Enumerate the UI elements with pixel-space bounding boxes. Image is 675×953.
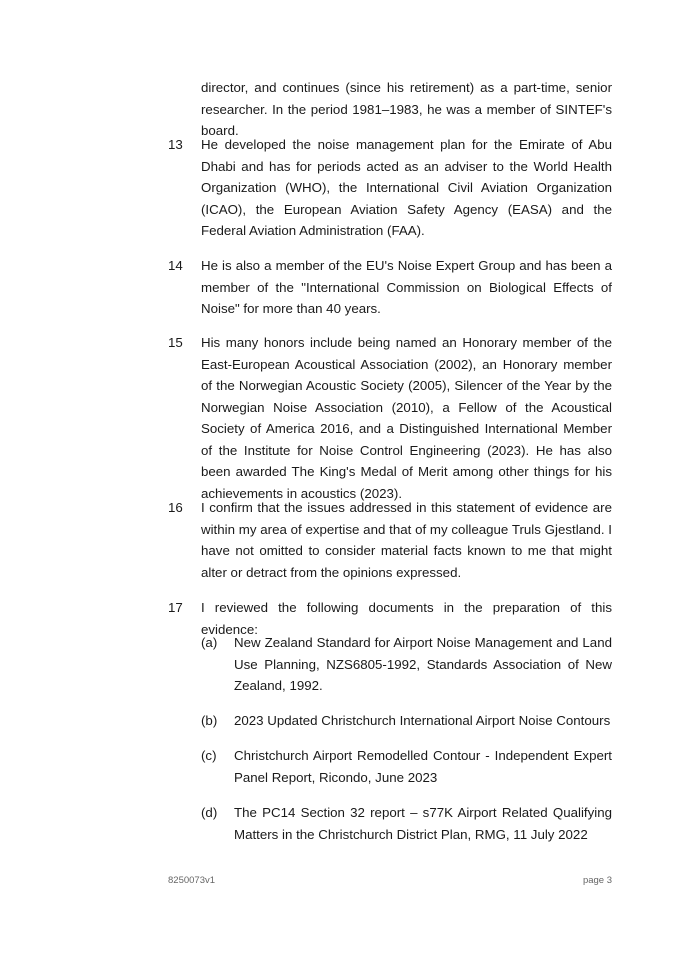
list-item-label: (b) <box>201 713 218 728</box>
paragraph-text: I reviewed the following documents in the preparation of this evidence: <box>201 600 612 637</box>
list-item-b <box>201 710 612 732</box>
list-item-text: 2023 Updated Christchurch International Airport Noise Contours <box>234 713 611 728</box>
list-item-text: The PC14 Section 32 report – s77K Airport Related Qualifying Matters in the Christchurch District Plan, RMG, 11 July 2022 <box>234 805 612 842</box>
footer-page-number: page 3 <box>582 875 612 886</box>
list-item-a <box>201 632 612 697</box>
list-item-c <box>201 745 612 788</box>
footer-doc-id: 8250073v1 <box>168 875 216 886</box>
paragraph-14 <box>168 255 612 320</box>
list-item-text: New Zealand Standard for Airport Noise Management and Land Use Planning, NZS6805-1992, Standards Association of New Zealand, 1992. <box>234 635 612 693</box>
paragraph-number: 17 <box>168 600 183 615</box>
paragraph-13 <box>168 134 612 242</box>
paragraph-number: 13 <box>168 137 183 152</box>
list-item-label: (d) <box>201 805 218 820</box>
intro-paragraph: director, and continues (since his retirement) as a part-time, senior researcher. In the period 1981–1983, he was a member of SINTEF's board. <box>201 80 612 138</box>
paragraph-16 <box>168 497 612 583</box>
list-item-d <box>201 802 612 845</box>
list-item-label: (c) <box>201 748 217 763</box>
paragraph-15 <box>168 332 612 504</box>
list-item-label: (a) <box>201 635 218 650</box>
list-item-text: Christchurch Airport Remodelled Contour - Independent Expert Panel Report, Ricondo, June 2023 <box>234 748 612 785</box>
paragraph-text: He is also a member of the EU's Noise Expert Group and has been a member of the "International Commission on Biological Effects of Noise" for more than 40 years. <box>201 258 612 316</box>
paragraph-number: 14 <box>168 258 183 273</box>
paragraph-text: His many honors include being named an Honorary member of the East-European Acoustical Association (2002), an Honorary member of the Norwegian Acoustic Society (2005), Silencer of the Year by the Norwegian Noise Association (2010), a Fellow of the Acoustical Society of America 2016, and a Distinguished International Member of the Institute for Noise Control Engineering (2023). He has also been awarded The King's Medal of Merit among other things for his achievements in acoustics (2023). <box>201 335 612 501</box>
paragraph-text: I confirm that the issues addressed in this statement of evidence are within my area of expertise and that of my colleague Truls Gjestland. I have not omitted to consider material facts known to me that might alter or detract from the opinions expressed. <box>201 500 612 580</box>
paragraph-text: He developed the noise management plan for the Emirate of Abu Dhabi and has for periods acted as an adviser to the World Health Organization (WHO), the International Civil Aviation Organization (ICAO), the European Aviation Safety Agency (EASA) and the Federal Aviation Administration (FAA). <box>201 137 612 238</box>
paragraph-number: 16 <box>168 500 183 515</box>
paragraph-number: 15 <box>168 335 183 350</box>
